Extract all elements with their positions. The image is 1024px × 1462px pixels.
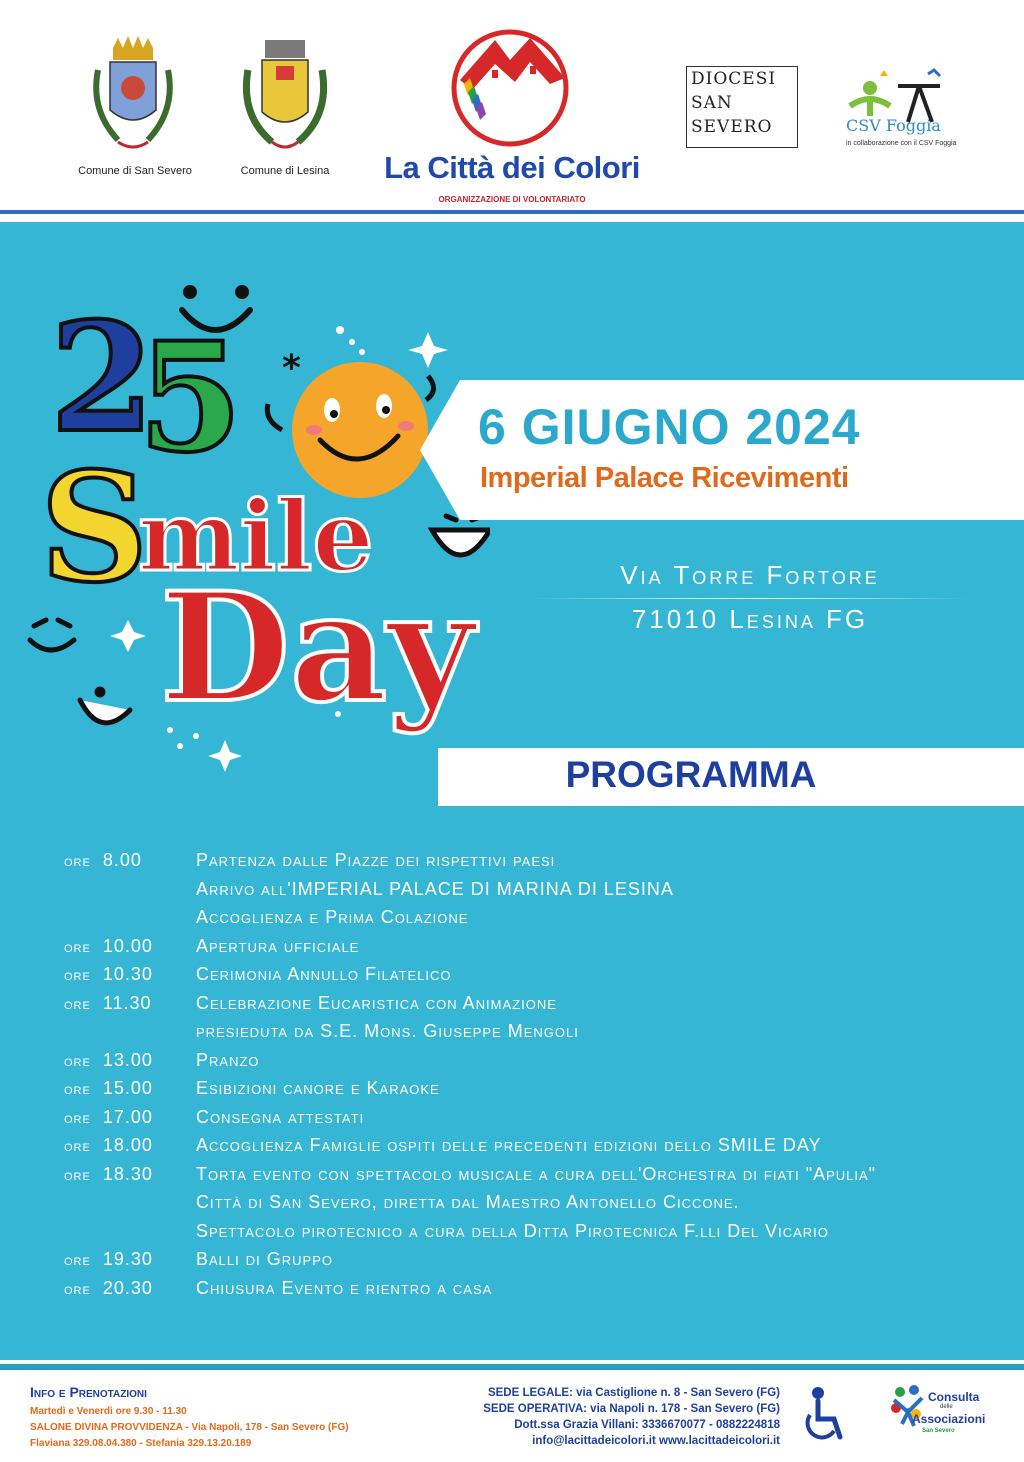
csv-note: in collaborazione con il CSV Foggia xyxy=(846,140,957,147)
org-title: La Città dei Colori xyxy=(384,150,640,185)
schedule-row xyxy=(64,1107,1004,1136)
schedule-time xyxy=(64,1050,174,1071)
info-salone: SALONE DIVINA PROVVIDENZA - Via Napoli, 178 - San Severo (FG) xyxy=(30,1422,349,1433)
header xyxy=(0,0,1024,210)
programma-title: PROGRAMMA xyxy=(565,754,817,795)
smiley-bottom-icon xyxy=(80,689,130,723)
schedule-ore-label: ore xyxy=(64,853,91,870)
number-two: 2 xyxy=(50,290,155,466)
address-city: 71010 Lesina FG xyxy=(631,604,869,634)
schedule-description: presieduta da S.E. Mons. Giuseppe Mengoli xyxy=(196,1021,579,1041)
consulta-logo xyxy=(888,1384,998,1448)
event-venue: Imperial Palace Ricevimenti xyxy=(480,462,849,494)
schedule-time-value: 13.00 xyxy=(102,1049,153,1070)
schedule-ore-label: ore xyxy=(64,1109,91,1127)
smiley-right-icon xyxy=(432,516,490,555)
schedule-time-value: 10.30 xyxy=(102,964,153,984)
schedule-description: Celebrazione Eucaristica con Animazione xyxy=(196,992,557,1013)
schedule-row xyxy=(64,1192,1004,1221)
schedule-ore-label: ore xyxy=(64,995,91,1013)
contact-person: Dott.ssa Grazia Villani: 3336670077 - 0882224818 xyxy=(514,1419,780,1431)
schedule-ore-label: ore xyxy=(64,938,91,956)
schedule-ore-label: ore xyxy=(64,1280,91,1298)
schedule-time xyxy=(64,879,174,900)
address-divider xyxy=(530,598,970,599)
info-contacts: Flaviana 329.08.04.380 - Stefania 329.13.20.189 xyxy=(30,1438,252,1449)
schedule-time xyxy=(64,850,174,871)
schedule-time-value: 15.00 xyxy=(102,1078,153,1098)
citta-dei-colori-logo-icon xyxy=(440,20,580,150)
schedule-description: Partenza dalle Piazze dei rispettivi paesi xyxy=(196,850,556,870)
schedule-time xyxy=(64,993,174,1014)
schedule-description: Consegna attestati xyxy=(196,1106,365,1127)
diocesi-logo xyxy=(686,66,798,148)
schedule-ore-label: ore xyxy=(64,1166,91,1184)
schedule-row xyxy=(64,1221,1004,1250)
schedule-time xyxy=(64,1249,174,1270)
schedule-row xyxy=(64,1050,1004,1079)
schedule-time-value: 10.00 xyxy=(102,935,153,956)
smile-day-hero-art xyxy=(20,280,490,780)
schedule-description: Accoglienza e Prima Colazione xyxy=(196,907,469,927)
schedule-row xyxy=(64,850,1004,879)
smiley-left-icon xyxy=(30,620,74,650)
schedule-ore-label: ore xyxy=(64,1081,91,1098)
sede-legale: SEDE LEGALE: via Castiglione n. 8 - San Severo (FG) xyxy=(487,1387,780,1399)
schedule-time-value: 11.30 xyxy=(102,992,152,1013)
schedule-time xyxy=(64,1021,174,1042)
schedule-description: Città di San Severo, diretta dal Maestro Antonello Ciccone. xyxy=(196,1192,740,1212)
address-street: Via Torre Fortore xyxy=(620,560,880,590)
schedule-row xyxy=(64,907,1004,936)
schedule-description: Apertura ufficiale xyxy=(196,935,360,956)
consulta-line-3: Associazioni xyxy=(912,1412,986,1426)
number-five: 5 xyxy=(138,310,243,486)
schedule-row xyxy=(64,1164,1004,1193)
consulta-line-1: Consulta xyxy=(928,1390,980,1404)
asterisk-icon: * xyxy=(282,348,301,389)
schedule-description: Pranzo xyxy=(196,1049,260,1070)
schedule-ore-label: ore xyxy=(64,1138,91,1155)
schedule-time xyxy=(64,907,174,928)
schedule-row xyxy=(64,1249,1004,1278)
schedule-time-value: 20.30 xyxy=(102,1277,153,1298)
consulta-line-4: San Severo xyxy=(922,1428,955,1434)
schedule-row xyxy=(64,1021,1004,1050)
schedule-description: Cerimonia Annullo Filatelico xyxy=(196,964,452,984)
schedule-description: Balli di Gruppo xyxy=(196,1249,333,1269)
schedule-list xyxy=(64,850,1004,1306)
schedule-time xyxy=(64,1192,174,1213)
diocesi-line-3: SEVERO xyxy=(691,117,773,137)
schedule-description: Esibizioni canore e Karaoke xyxy=(196,1078,440,1098)
event-date: 6 GIUGNO 2024 xyxy=(478,399,861,455)
schedule-row xyxy=(64,879,1004,908)
comune-lesina-label: Comune di Lesina xyxy=(240,165,330,177)
schedule-description: Chiusura Evento e rientro a casa xyxy=(196,1277,493,1298)
san-severo-crest-icon xyxy=(88,30,178,160)
web-contacts: info@lacittadeicolori.it www.lacittadeicolori.it xyxy=(532,1435,780,1447)
lesina-crest-icon xyxy=(240,30,330,160)
schedule-time xyxy=(64,1107,174,1128)
word-day: Day xyxy=(160,560,475,736)
schedule-description: Accoglienza Famiglie ospiti delle precedenti edizioni dello SMILE DAY xyxy=(196,1135,822,1155)
schedule-time xyxy=(64,1164,174,1185)
schedule-time-value: 8.00 xyxy=(102,850,142,870)
diocesi-line-1: DIOCESI xyxy=(691,69,777,89)
diocesi-line-2: SAN xyxy=(691,93,733,113)
comune-san-severo-label: Comune di San Severo xyxy=(78,165,192,177)
schedule-time xyxy=(64,1221,174,1242)
consulta-line-2: delle xyxy=(940,1404,953,1410)
schedule-row xyxy=(64,1135,1004,1164)
schedule-time xyxy=(64,964,174,985)
schedule-time xyxy=(64,936,174,957)
schedule-time-value: 17.00 xyxy=(102,1106,153,1127)
schedule-time-value: 18.30 xyxy=(102,1163,153,1184)
info-hours: Martedì e Venerdì ore 9.30 - 11.30 xyxy=(30,1406,187,1417)
consulta-people-icon xyxy=(888,1384,928,1434)
schedule-ore-label: ore xyxy=(64,1252,91,1269)
word-mile: mile xyxy=(138,480,374,593)
schedule-time-value: 19.30 xyxy=(102,1249,153,1269)
header-divider xyxy=(0,210,1024,214)
schedule-row xyxy=(64,936,1004,965)
schedule-time xyxy=(64,1278,174,1299)
schedule-ore-label: ore xyxy=(64,1052,91,1070)
accessibility-icon xyxy=(800,1385,850,1445)
schedule-row xyxy=(64,993,1004,1022)
csv-label: CSV Foggia xyxy=(846,116,941,135)
sede-operativa: SEDE OPERATIVA: via Napoli n. 178 - San Severo (FG) xyxy=(483,1403,780,1415)
info-title: Info e Prenotazioni xyxy=(30,1384,147,1400)
schedule-time-value: 18.00 xyxy=(102,1135,153,1155)
letter-s: S xyxy=(40,440,149,616)
schedule-ore-label: ore xyxy=(64,967,91,984)
schedule-description: Spettacolo pirotecnico a cura della Ditta Pirotecnica F.lli Del Vicario xyxy=(196,1220,829,1241)
schedule-description: Torta evento con spettacolo musicale a cura dell'Orchestra di fiati "Apulia" xyxy=(196,1163,877,1184)
schedule-description: Arrivo all'IMPERIAL PALACE DI MARINA DI LESINA xyxy=(196,878,674,899)
schedule-time xyxy=(64,1135,174,1156)
schedule-row xyxy=(64,1078,1004,1107)
schedule-row xyxy=(64,964,1004,993)
schedule-row xyxy=(64,1278,1004,1307)
org-subtitle: ORGANIZZAZIONE DI VOLONTARIATO xyxy=(438,195,586,204)
schedule-time xyxy=(64,1078,174,1099)
